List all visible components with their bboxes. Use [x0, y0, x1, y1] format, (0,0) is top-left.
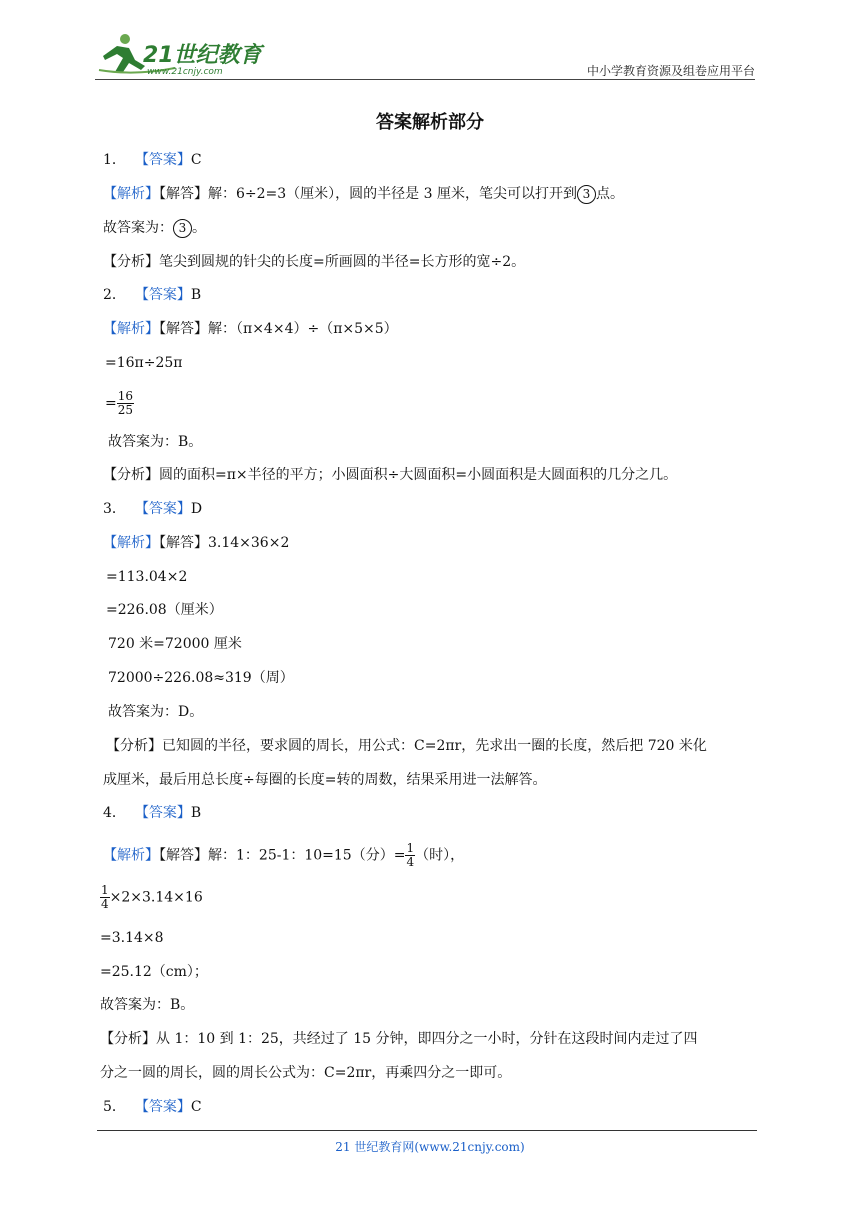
page-header — [95, 30, 755, 80]
q4-step2: =3.14×8 — [100, 930, 164, 946]
q3-answer-line: 3． 【答案】D — [103, 501, 203, 517]
q4-analysis-line2: 分之一圆的周长，圆的周长公式为：C=2πr，再乘四分之一即可。 — [100, 1065, 512, 1081]
svg-text:www.21cnjy.com: www.21cnjy.com — [147, 67, 223, 77]
footer-text: 21 世纪教育网(www.21cnjy.com) — [335, 1140, 525, 1154]
fraction: $\frac{1}{4}$ — [101, 883, 109, 911]
q2-step1: =16π÷25π — [105, 355, 183, 371]
q1-conclusion-line: 故答案为： 3 。 — [103, 220, 206, 236]
q3-step1: =113.04×2 — [106, 569, 188, 585]
page-title: 答案解析部分 — [376, 112, 484, 133]
q4-step3: =25.12（cm）； — [100, 964, 208, 980]
circled-mark: 3 — [577, 185, 596, 204]
q3-step4: 72000÷226.08≈319（周） — [108, 670, 294, 686]
q3-analysis-line1: 【分析】已知圆的半径，要求圆的周长，用公式：C=2πr，先求出一圈的长度，然后把 720 米化 — [106, 738, 707, 754]
q4-conclusion-line: 故答案为：B。 — [100, 997, 195, 1013]
q2-answer-line: 2． 【答案】B — [103, 287, 202, 303]
q3-conclusion-line: 故答案为：D。 — [108, 704, 204, 720]
svg-text:21世纪教育: 21世纪教育 — [143, 43, 262, 68]
q3-solution-line: 【解析】【解答】3.14×36×2 — [103, 535, 290, 551]
header-divider — [95, 79, 755, 80]
fraction: $\frac{1}{4}$ — [406, 841, 415, 869]
q3-step2: =226.08（厘米） — [106, 602, 223, 618]
q3-analysis-line2: 成厘米，最后用总长度÷每圈的长度=转的周数，结果采用进一法解答。 — [103, 772, 547, 788]
q2-step2: = $\frac{16}{25}$ — [105, 389, 134, 417]
q5-answer-line: 5． 【答案】C — [103, 1099, 202, 1115]
q4-solution-line: 【解析】【解答】解：1：25-1：10=15（分）= $\frac{1}{4}$ （时）， — [103, 841, 465, 869]
q1-answer-line: 1． 【答案】C — [103, 152, 202, 168]
q1-solution-line: 【解析】【解答】解：6÷2=3（厘米），圆的半径是 3 厘米，笔尖可以打开到 3 点。 — [103, 186, 624, 202]
q3-step3: 720 米=72000 厘米 — [108, 636, 242, 652]
q2-analysis-line: 【分析】圆的面积=π×半径的平方；小圆面积÷大圆面积=小圆面积是大圆面积的几分之几。 — [103, 467, 678, 483]
circled-mark: 3 — [173, 219, 192, 238]
q4-answer-line: 4． 【答案】B — [103, 805, 202, 821]
fraction: $\frac{16}{25}$ — [117, 389, 134, 417]
q4-step1: $\frac{1}{4}$ ×2×3.14×16 — [101, 883, 203, 911]
q4-analysis-line1: 【分析】从 1：10 到 1：25，共经过了 15 分钟，即四分之一小时，分针在这段时间内走过了四 — [100, 1031, 698, 1047]
site-logo — [95, 30, 265, 78]
q1-analysis-line: 【分析】笔尖到圆规的针尖的长度=所画圆的半径=长方形的宽÷2。 — [103, 254, 526, 270]
q2-solution-line: 【解析】【解答】解：（π×4×4）÷（π×5×5） — [103, 321, 398, 337]
platform-name: 中小学教育资源及组卷应用平台 — [586, 64, 755, 78]
q2-conclusion-line: 故答案为：B。 — [108, 434, 203, 450]
footer-divider — [97, 1130, 757, 1131]
